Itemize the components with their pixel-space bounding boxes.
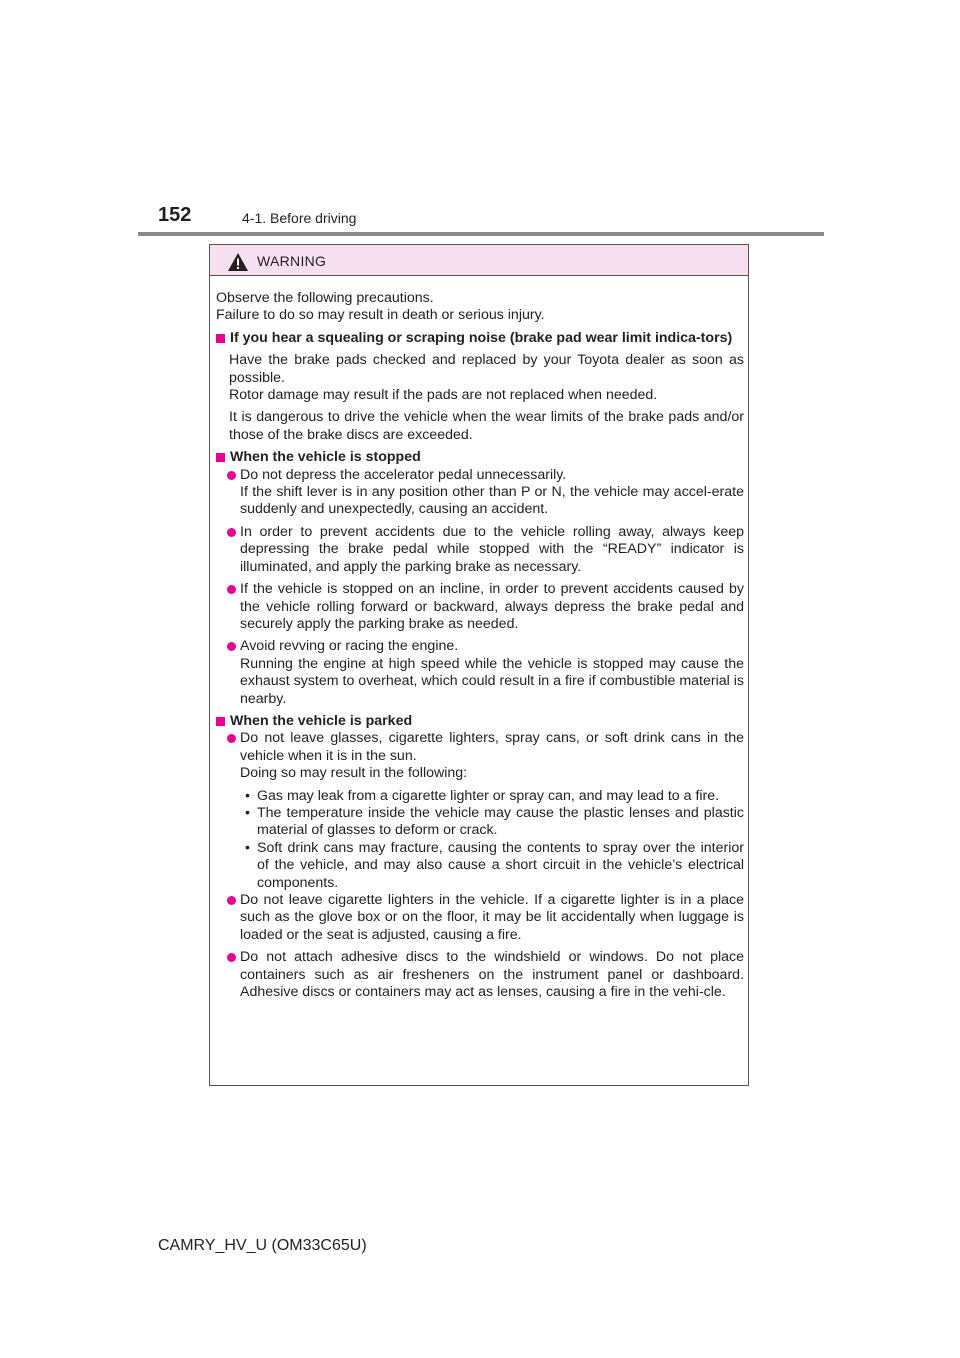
item-text: Do not depress the accelerator pedal unnecessarily.: [240, 466, 567, 483]
section-heading: [216, 713, 744, 730]
item-continuation: Doing so may result in the following:: [240, 765, 468, 782]
heading-text: If you hear a squealing or scraping noise (brake pad wear limit indica-tors): [230, 329, 733, 346]
paragraph: Have the brake pads checked and replaced by your Toyota dealer as soon as possible.: [229, 352, 744, 386]
list-item: [216, 949, 744, 1001]
item-text: Do not leave glasses, cigarette lighters, spray cans, or soft drink cans in the vehicle when it is in the sun.: [240, 730, 744, 764]
sub-list-item: [216, 805, 744, 840]
sub-item-text: The temperature inside the vehicle may cause the plastic lenses and plastic material of glasses to deform or crack.: [257, 804, 744, 839]
list-item: [216, 892, 744, 944]
circle-bullet-icon: [227, 642, 236, 651]
item-text: Do not leave cigarette lighters in the vehicle. If a cigarette lighter is in a place such as the glove box or on the floor, it may be lit accidentally when luggage is loaded or the seat is adjusted, causing a fire.: [240, 892, 744, 943]
circle-bullet-icon: [227, 471, 236, 480]
intro-line: Failure to do so may result in death or serious injury.: [216, 307, 545, 324]
circle-bullet-icon: [227, 953, 236, 962]
intro-line: Observe the following precautions.: [216, 290, 434, 306]
section-heading: [216, 330, 744, 347]
circle-bullet-icon: [227, 896, 236, 905]
heading-text: When the vehicle is stopped: [230, 449, 421, 466]
circle-bullet-icon: [227, 528, 236, 537]
section-title: 4-1. Before driving: [242, 210, 357, 226]
sub-list-item: [216, 788, 744, 805]
paragraph: It is dangerous to drive the vehicle when the wear limits of the brake pads and/or those of the brake discs are exceeded.: [229, 409, 744, 443]
circle-bullet-icon: [227, 585, 236, 594]
warning-triangle-icon: [227, 252, 249, 272]
page-number: 152: [158, 204, 192, 226]
square-bullet-icon: [216, 334, 225, 343]
item-continuation: If the shift lever is in any position other than P or N, the vehicle may accel-erate suddenly and unexpectedly, causing an accident.: [240, 484, 744, 518]
list-item: [216, 638, 744, 655]
warning-body: [216, 290, 744, 1001]
circle-bullet-icon: [227, 734, 236, 743]
paragraph: Rotor damage may result if the pads are not replaced when needed.: [229, 387, 658, 404]
small-bullet-icon: •: [245, 804, 250, 821]
section-heading: [216, 449, 744, 466]
sub-list-item: [216, 840, 744, 892]
warning-box: [209, 244, 749, 1086]
warning-header: [210, 245, 748, 276]
heading-text: When the vehicle is parked: [230, 712, 413, 729]
manual-code: CAMRY_HV_U (OM33C65U): [158, 1237, 367, 1254]
item-text: Do not attach adhesive discs to the windshield or windows. Do not place containers such as air fresheners on the instrument panel or dashboard. Adhesive discs or containers may act as lenses, causing a fire in the vehi-cle.: [240, 949, 744, 1001]
small-bullet-icon: •: [245, 839, 250, 856]
warning-title: WARNING: [257, 253, 327, 269]
sub-item-text: Gas may leak from a cigarette lighter or spray can, and may lead to a fire.: [257, 787, 720, 804]
item-continuation: Running the engine at high speed while the vehicle is stopped may cause the exhaust system to overheat, which could result in a fire if combustible material is nearby.: [240, 655, 744, 707]
small-bullet-icon: •: [245, 787, 250, 804]
header-rule: [138, 232, 824, 236]
item-text: Avoid revving or racing the engine.: [240, 638, 459, 655]
item-text: In order to prevent accidents due to the vehicle rolling away, always keep depressing the brake pedal while stopped with the “READY” indicator is illuminated, and apply the parking brake as necessary.: [240, 523, 744, 575]
list-item: [216, 524, 744, 576]
square-bullet-icon: [216, 717, 225, 726]
item-text: If the vehicle is stopped on an incline, in order to prevent accidents caused by the vehicle rolling forward or backward, always depress the brake pedal and securely apply the parking brake as needed.: [240, 581, 744, 632]
list-item: [216, 581, 744, 633]
list-item: [216, 730, 744, 765]
sub-item-text: Soft drink cans may fracture, causing the contents to spray over the interior of the vehicle, and may also cause a short circuit in the vehicle’s electrical components.: [257, 839, 744, 891]
list-item: [216, 467, 744, 484]
square-bullet-icon: [216, 453, 225, 462]
